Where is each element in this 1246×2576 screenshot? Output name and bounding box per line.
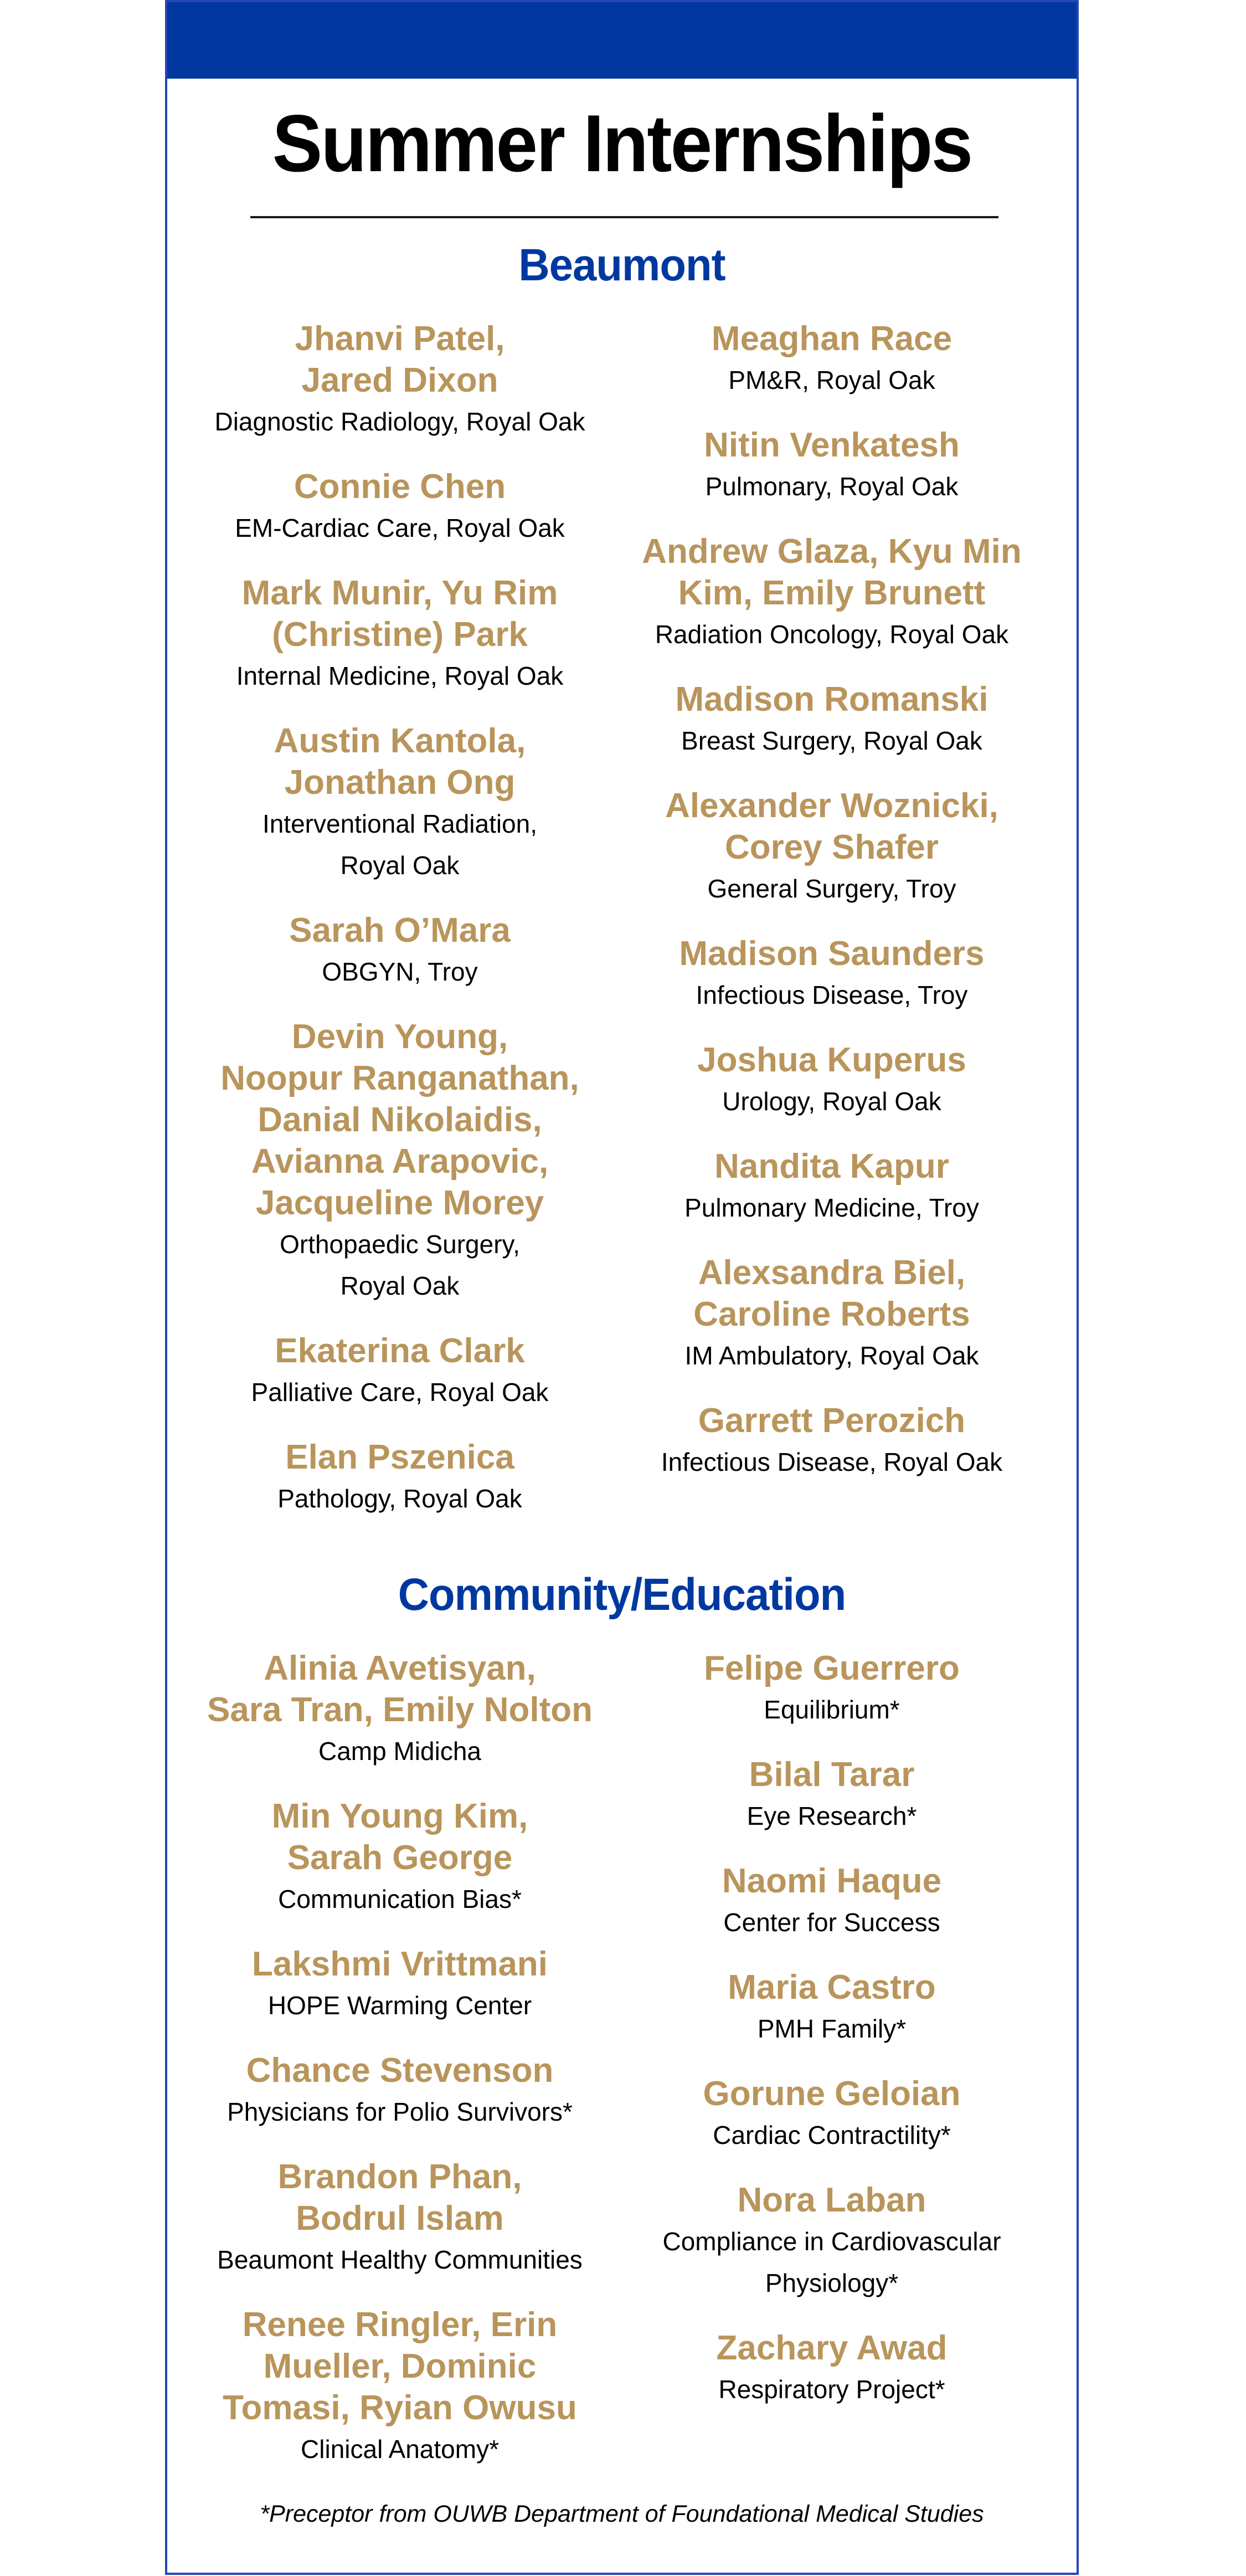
intern-names [610, 785, 1053, 868]
intern-names [189, 1330, 610, 1372]
intern-entry [189, 1330, 610, 1413]
community-left-column [189, 1648, 610, 2493]
community-right-column [610, 1648, 1053, 2434]
department-location: Internal Medicine, Royal Oak [236, 661, 564, 690]
intern-name-line: Bilal Tarar [749, 1756, 915, 1794]
intern-names [189, 318, 610, 401]
department-location: IM Ambulatory, Royal Oak [684, 1341, 979, 1370]
intern-name-line: Brandon Phan, [277, 2158, 522, 2196]
department-location: Pulmonary, Royal Oak [705, 472, 959, 501]
intern-names [610, 1648, 1053, 1689]
intern-entry [610, 2073, 1053, 2156]
intern-name-line: Elan Pszenica [285, 1438, 514, 1476]
department-location: Center for Success [723, 1908, 940, 1937]
intern-name-line: (Christine) Park [272, 615, 528, 654]
intern-name-line: Bodrul Islam [296, 2199, 504, 2238]
intern-name-line: Maria Castro [728, 1968, 936, 2007]
intern-entry [610, 531, 1053, 655]
intern-name-line: Caroline Roberts [693, 1295, 970, 1333]
department-location: Urology, Royal Oak [722, 1087, 941, 1116]
intern-entry [610, 1039, 1053, 1122]
intern-name-line: Devin Young, [291, 1018, 508, 1056]
intern-name-line: Sarah O’Mara [289, 911, 511, 950]
beaumont-left-column [189, 318, 610, 1543]
intern-entry [610, 933, 1053, 1016]
department-location: Compliance in Cardiovascular [662, 2227, 1001, 2256]
department-location: Physiology* [765, 2269, 899, 2297]
intern-names [189, 1016, 610, 1224]
department-location: Infectious Disease, Troy [696, 981, 968, 1009]
intern-name-line: Nora Laban [737, 2181, 926, 2219]
intern-name-line: Kim, Emily Brunett [678, 574, 986, 612]
intern-entry [189, 2050, 610, 2133]
intern-entry [610, 424, 1053, 507]
intern-name-line: Andrew Glaza, Kyu Min [642, 532, 1022, 571]
intern-name-line: Renee Ringler, Erin [242, 2306, 558, 2344]
intern-name-line: Meaghan Race [711, 320, 952, 358]
intern-entry [189, 572, 610, 697]
intern-entry [610, 1860, 1053, 1943]
intern-entry [189, 1648, 610, 1772]
intern-names [610, 933, 1053, 974]
department-location: HOPE Warming Center [267, 1991, 532, 2020]
intern-name-line: Nandita Kapur [714, 1147, 949, 1186]
intern-entry [189, 1436, 610, 1520]
intern-names [189, 2156, 610, 2239]
intern-names [189, 1943, 610, 1985]
intern-entry [610, 2179, 1053, 2304]
department-location: Palliative Care, Royal Oak [251, 1378, 549, 1407]
intern-entry [610, 318, 1053, 401]
department-location: EM-Cardiac Care, Royal Oak [235, 514, 565, 542]
department-location: Royal Oak [340, 851, 460, 880]
intern-name-line: Felipe Guerrero [704, 1649, 960, 1687]
intern-name-line: Joshua Kuperus [697, 1041, 966, 1079]
intern-entry [189, 318, 610, 443]
intern-names [610, 318, 1053, 360]
department-location: Communication Bias* [278, 1885, 522, 1913]
intern-name-line: Mueller, Dominic [263, 2347, 537, 2385]
intern-names [610, 2073, 1053, 2115]
intern-name-line: Jared Dixon [301, 361, 498, 399]
department-location: Radiation Oncology, Royal Oak [655, 620, 1009, 649]
intern-names [610, 1146, 1053, 1187]
department-location: OBGYN, Troy [322, 957, 478, 986]
intern-name-line: Jonathan Ong [284, 763, 516, 802]
header-bar [167, 2, 1077, 79]
intern-names [189, 466, 610, 507]
internships-panel [165, 0, 1079, 2575]
intern-name-line: Jacqueline Morey [255, 1184, 544, 1222]
intern-name-line: Noopur Ranganathan, [220, 1059, 579, 1097]
intern-names [610, 2327, 1053, 2369]
intern-entry [610, 2327, 1053, 2410]
department-location: Orthopaedic Surgery, [280, 1230, 520, 1259]
intern-name-line: Alexander Woznicki, [665, 787, 998, 825]
intern-names [189, 720, 610, 803]
intern-name-line: Naomi Haque [722, 1862, 942, 1900]
intern-entry [610, 785, 1053, 910]
department-location: PM&R, Royal Oak [728, 366, 935, 394]
department-location: Cardiac Contractility* [713, 2121, 951, 2149]
intern-entry [610, 1754, 1053, 1837]
intern-names [610, 1967, 1053, 2008]
department-location: Pulmonary Medicine, Troy [684, 1193, 979, 1222]
intern-name-line: Alexsandra Biel, [698, 1254, 966, 1292]
intern-names [610, 2179, 1053, 2221]
intern-names [189, 2050, 610, 2091]
intern-entry [610, 1648, 1053, 1731]
department-location: Infectious Disease, Royal Oak [661, 1448, 1003, 1476]
intern-names [189, 910, 610, 951]
intern-names [610, 424, 1053, 466]
department-location: Pathology, Royal Oak [277, 1484, 522, 1513]
intern-name-line: Connie Chen [294, 468, 506, 506]
intern-entry [189, 910, 610, 993]
intern-name-line: Lakshmi Vrittmani [251, 1945, 548, 1983]
intern-name-line: Mark Munir, Yu Rim [241, 574, 558, 612]
department-location: Diagnostic Radiology, Royal Oak [214, 407, 585, 436]
intern-name-line: Chance Stevenson [246, 2051, 554, 2090]
intern-entry [189, 1795, 610, 1920]
department-location: Beaumont Healthy Communities [217, 2245, 583, 2274]
intern-name-line: Avianna Arapovic, [251, 1142, 549, 1181]
intern-entry [610, 679, 1053, 762]
intern-entry [189, 720, 610, 886]
intern-name-line: Garrett Perozich [698, 1402, 966, 1440]
intern-name-line: Alinia Avetisyan, [264, 1649, 536, 1687]
intern-names [189, 2304, 610, 2429]
section-title-beaumont: Beaumont [518, 240, 725, 290]
intern-names [610, 1860, 1053, 1902]
intern-names [189, 1648, 610, 1731]
intern-names [610, 1039, 1053, 1081]
department-location: Equilibrium* [764, 1695, 900, 1724]
department-location: Clinical Anatomy* [301, 2435, 499, 2464]
intern-name-line: Sarah George [287, 1839, 513, 1877]
intern-name-line: Madison Romanski [675, 680, 988, 719]
title-divider [250, 216, 998, 218]
department-location: Interventional Radiation, [262, 809, 538, 838]
department-location: Respiratory Project* [718, 2375, 945, 2404]
intern-entry [610, 1252, 1053, 1377]
intern-names [189, 1436, 610, 1478]
intern-names [610, 1252, 1053, 1335]
intern-names [189, 1795, 610, 1879]
intern-entry [189, 1016, 610, 1307]
department-location: Eye Research* [746, 1802, 917, 1830]
intern-entry [610, 1146, 1053, 1229]
intern-name-line: Tomasi, Ryian Owusu [223, 2389, 577, 2427]
intern-entry [189, 2156, 610, 2281]
intern-entry [189, 466, 610, 549]
page-title: Summer Internships [272, 98, 972, 188]
intern-names [610, 1400, 1053, 1441]
department-location: Breast Surgery, Royal Oak [681, 726, 982, 755]
intern-name-line: Sara Tran, Emily Nolton [207, 1691, 593, 1729]
intern-name-line: Danial Nikolaidis, [258, 1101, 542, 1139]
intern-name-line: Gorune Geloian [703, 2075, 961, 2113]
intern-name-line: Corey Shafer [725, 828, 939, 866]
intern-name-line: Madison Saunders [679, 935, 985, 973]
intern-name-line: Ekaterina Clark [275, 1332, 525, 1370]
intern-name-line: Min Young Kim, [271, 1797, 528, 1835]
department-location: Camp Midicha [318, 1737, 481, 1766]
intern-names [610, 679, 1053, 720]
department-location: Royal Oak [340, 1271, 460, 1300]
department-location: Physicians for Polio Survivors* [227, 2097, 573, 2126]
intern-name-line: Nitin Venkatesh [704, 426, 960, 464]
intern-names [610, 531, 1053, 614]
department-location: PMH Family* [757, 2014, 907, 2043]
intern-entry [610, 1400, 1053, 1483]
footnote: *Preceptor from OUWB Department of Foundational Medical Studies [260, 2501, 984, 2527]
intern-names [610, 1754, 1053, 1795]
intern-entry [610, 1967, 1053, 2050]
beaumont-right-column [610, 318, 1053, 1506]
intern-name-line: Austin Kantola, [274, 722, 526, 760]
department-location: General Surgery, Troy [707, 874, 956, 903]
intern-name-line: Zachary Awad [716, 2329, 948, 2367]
intern-entry [189, 2304, 610, 2470]
section-title-community-education: Community/Education [398, 1569, 846, 1620]
intern-entry [189, 1943, 610, 2026]
intern-name-line: Jhanvi Patel, [295, 320, 505, 358]
intern-names [189, 572, 610, 655]
